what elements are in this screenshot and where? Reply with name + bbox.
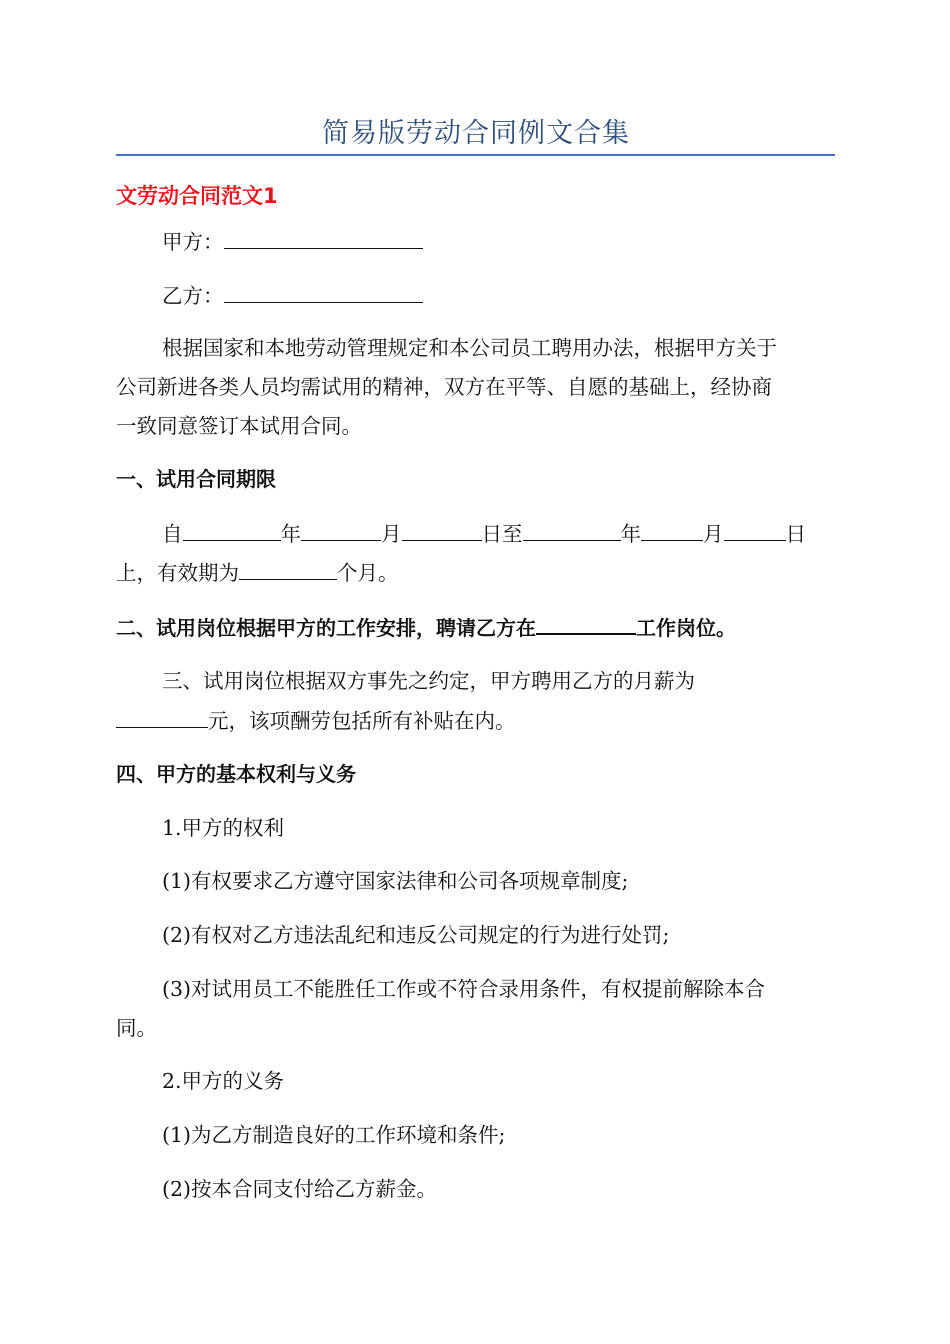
page-title: 简易版劳动合同例文合集 [322, 118, 630, 149]
term-day1-to: 日至 [481, 522, 523, 546]
term-line2-suffix: 个月。 [337, 561, 399, 585]
intro-line-1: 根据国家和本地劳动管理规定和本公司员工聘用办法，根据甲方关于 [162, 336, 777, 360]
right-item-3-line-2: 同。 [116, 1016, 157, 1040]
term-from: 自 [162, 522, 183, 546]
term-year2: 年 [620, 522, 641, 546]
title-underline [116, 154, 835, 156]
term-line-1 [162, 518, 806, 549]
party-b-label: 乙方： [162, 284, 224, 308]
term-line-2 [116, 557, 399, 588]
term-day2: 日 [785, 522, 806, 546]
duty-item-1: (1)为乙方制造良好的工作环境和条件; [162, 1123, 506, 1147]
term-year1-blank [183, 518, 281, 541]
right-item-2: (2)有权对乙方违法乱纪和违反公司规定的行为进行处罚; [162, 923, 670, 947]
party-b-blank [224, 280, 423, 303]
clause-1-heading: 一、试用合同期限 [116, 467, 276, 491]
term-day1-blank [402, 518, 482, 541]
party-a-label: 甲方： [162, 230, 224, 254]
term-month1: 月 [381, 522, 402, 546]
position-blank [536, 611, 636, 635]
party-b-line [162, 280, 423, 311]
party-a-blank [224, 226, 423, 249]
party-a-line [162, 226, 423, 257]
clause-3-line-1: 三、试用岗位根据双方事先之约定，甲方聘用乙方的月薪为 [162, 669, 695, 693]
clause-2-heading [116, 611, 736, 643]
duty-item-2: (2)按本合同支付给乙方薪金。 [162, 1177, 438, 1201]
right-item-1: (1)有权要求乙方遵守国家法律和公司各项规章制度; [162, 869, 629, 893]
term-month1-blank [301, 518, 381, 541]
clause-3-suffix: 元，该项酬劳包括所有补贴在内。 [208, 709, 516, 733]
clause-3-line-2 [116, 705, 516, 736]
right-item-3-line-1: (3)对试用员工不能胜任工作或不符合录用条件，有权提前解除本合 [162, 977, 766, 1001]
term-month2: 月 [703, 522, 724, 546]
clause-4-heading: 四、甲方的基本权利与义务 [116, 762, 356, 786]
term-year2-blank [523, 518, 621, 541]
duties-heading: 2.甲方的义务 [162, 1069, 285, 1093]
term-day2-blank [724, 518, 786, 541]
intro-line-2: 公司新进各类人员均需试用的精神，双方在平等、自愿的基础上，经协商 [116, 375, 772, 399]
term-months-blank [239, 557, 337, 580]
clause-2-prefix: 二、试用岗位根据甲方的工作安排，聘请乙方在 [116, 616, 536, 640]
term-line2-prefix: 上，有效期为 [116, 561, 239, 585]
term-year1: 年 [280, 522, 301, 546]
term-month2-blank [641, 518, 703, 541]
section-heading: 文劳动合同范文1 [116, 184, 278, 208]
clause-2-suffix: 工作岗位。 [636, 616, 736, 640]
rights-heading: 1.甲方的权利 [162, 816, 285, 840]
intro-line-3: 一致同意签订本试用合同。 [116, 414, 362, 438]
salary-blank [116, 705, 208, 728]
